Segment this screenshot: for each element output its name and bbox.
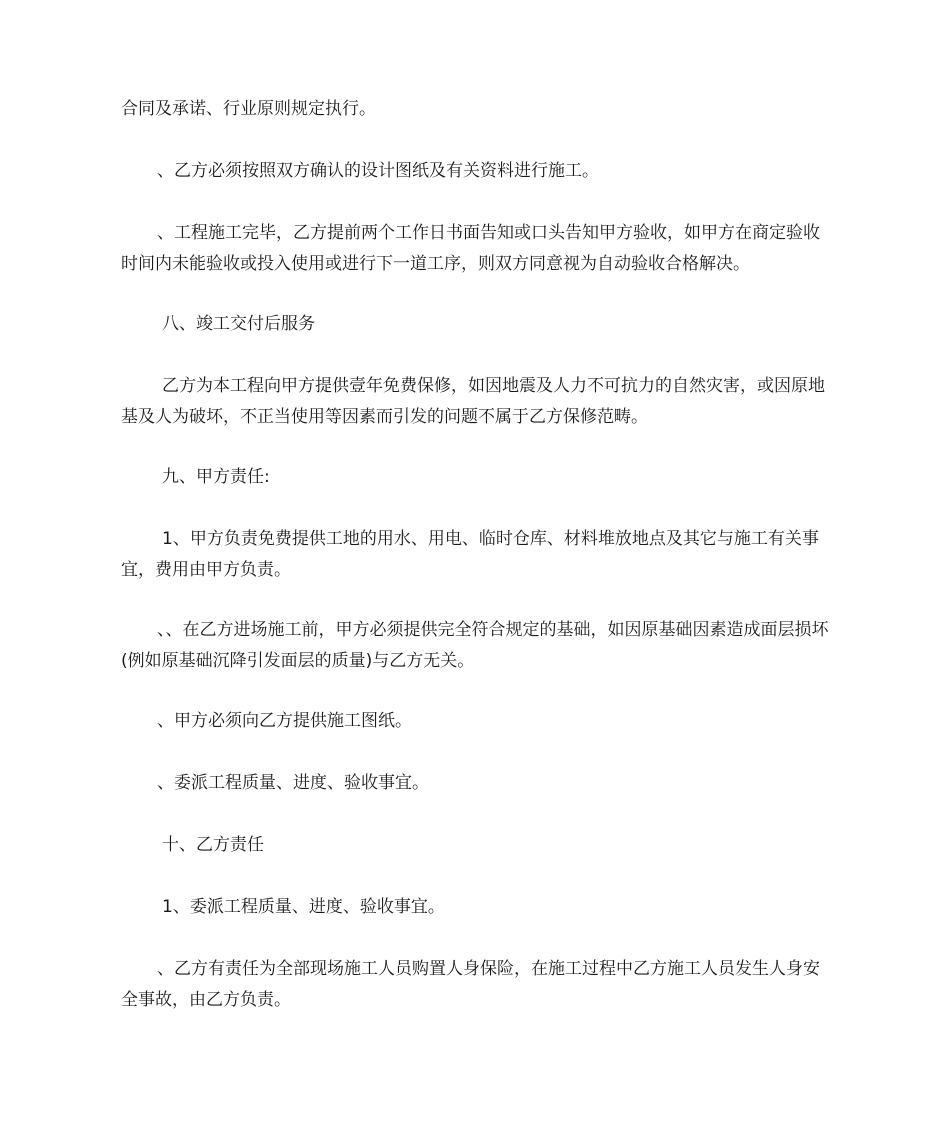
paragraph-completion-acceptance: 、工程施工完毕，乙方提前两个工作日书面告知或口头告知甲方验收，如甲方在商定验收时间内未能验收或投入使用或进行下一道工序，则双方同意视为自动验收合格解决。 bbox=[121, 223, 820, 274]
section-heading-10: 十、乙方责任 bbox=[162, 835, 264, 855]
paragraph-party-b-duty-1: 1、委派工程质量、进度、验收事宜。 bbox=[162, 897, 445, 917]
section-heading-8: 八、竣工交付后服务 bbox=[162, 314, 315, 334]
paragraph-party-a-duty-4: 、委派工程质量、进度、验收事宜。 bbox=[157, 773, 429, 793]
paragraph-warranty: 乙方为本工程向甲方提供壹年免费保修，如因地震及人力不可抗力的自然灾害，或因原地基及人为破坏，不正当使用等因素而引发的问题不属于乙方保修范畴。 bbox=[121, 376, 825, 427]
paragraph-construction-per-drawings: 、乙方必须按照双方确认的设计图纸及有关资料进行施工。 bbox=[157, 161, 599, 181]
paragraph-party-a-duty-1: 1、甲方负责免费提供工地的用水、用电、临时仓库、材料堆放地点及其它与施工有关事宜，费用由甲方负责。 bbox=[121, 529, 819, 580]
paragraph-party-a-duty-2: 、、在乙方进场施工前，甲方必须提供完全符合规定的基础，如因原基础因素造成面层损坏(例如原基础沉降引发面层的质量)与乙方无关。 bbox=[121, 620, 829, 671]
section-heading-9: 九、甲方责任: bbox=[162, 467, 270, 487]
paragraph-party-a-duty-3: 、甲方必须向乙方提供施工图纸。 bbox=[157, 711, 412, 731]
paragraph-party-b-duty-2: 、乙方有责任为全部现场施工人员购置人身保险，在施工过程中乙方施工人员发生人身安全事故，由乙方负责。 bbox=[121, 959, 820, 1010]
paragraph-contract-clause-continued: 合同及承诺、行业原则规定执行。 bbox=[121, 99, 376, 119]
